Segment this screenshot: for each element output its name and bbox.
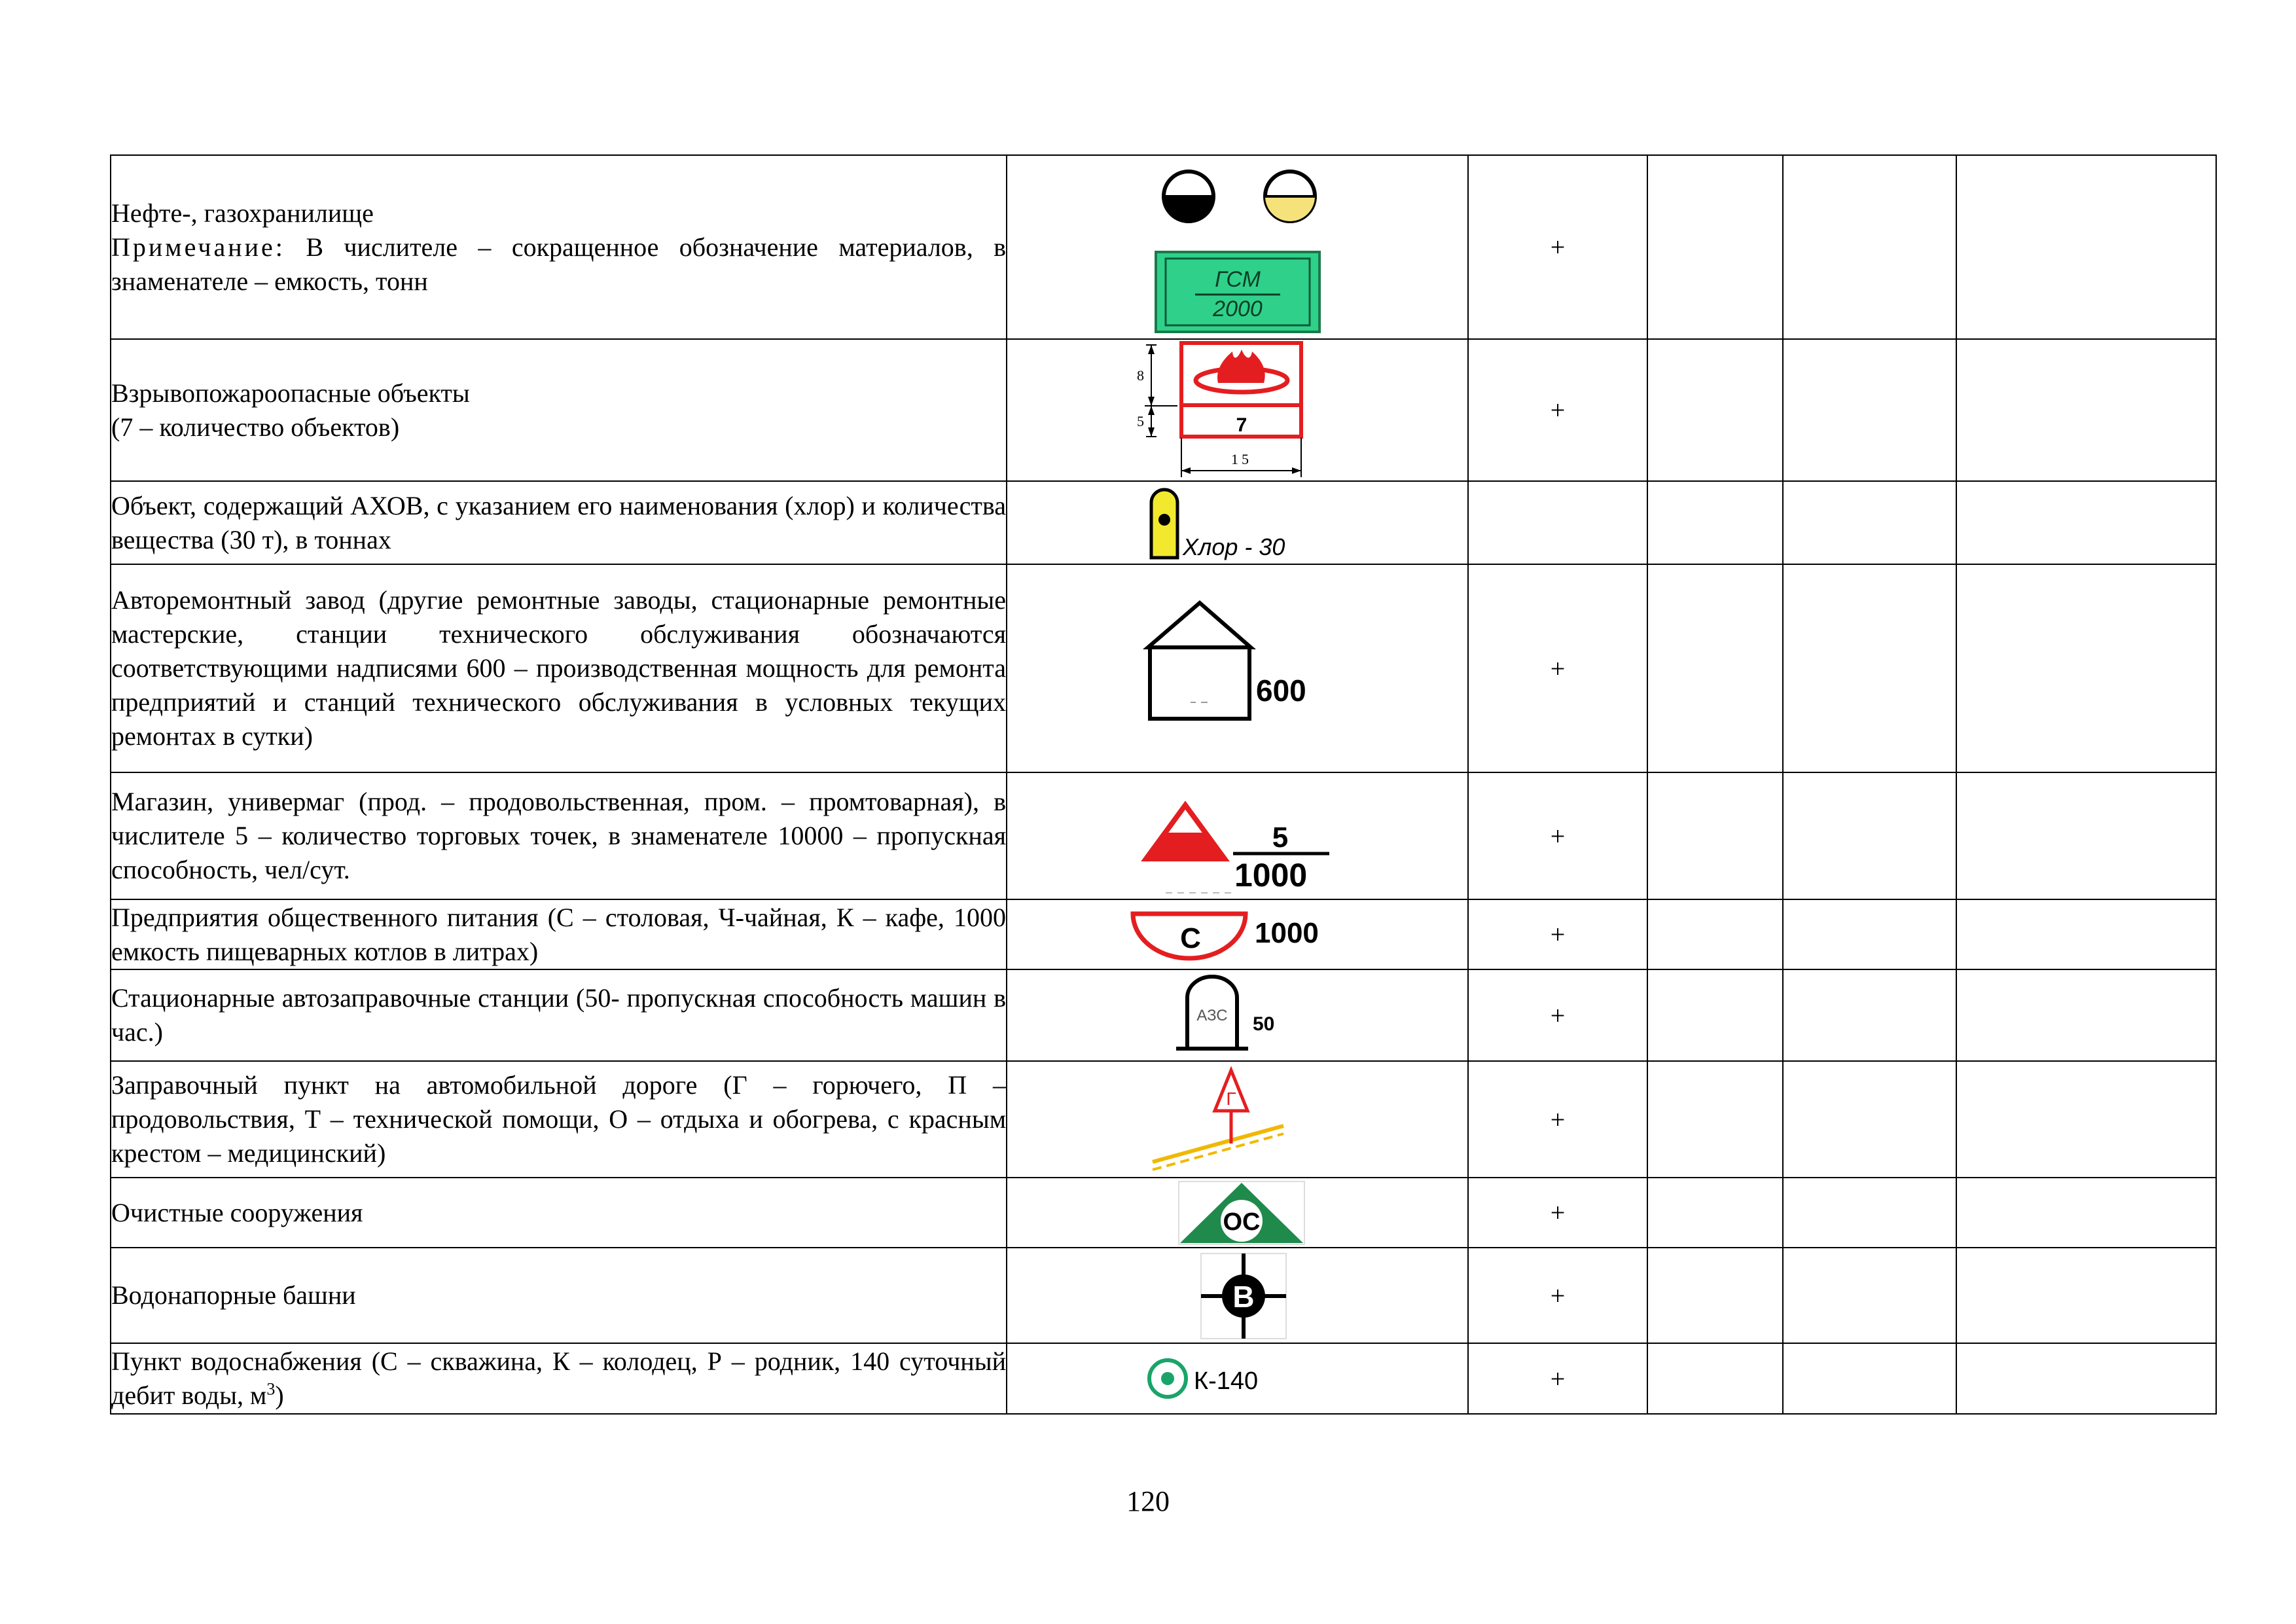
- table-row: [111, 1061, 2216, 1178]
- table-row: [111, 339, 2216, 481]
- mark-cell: +: [1468, 1343, 1647, 1414]
- description-cell: Очистные сооружения: [111, 1178, 1007, 1248]
- empty-cell: [1647, 564, 1783, 772]
- empty-cell: [1783, 1343, 1956, 1414]
- fire-hazard-icon: [1126, 340, 1349, 480]
- water-tower-icon: [1126, 1250, 1349, 1341]
- empty-cell: [1783, 969, 1956, 1061]
- description-cell: Стационарные автозаправочные станции (50- пропускная способность машин в час.): [111, 969, 1007, 1061]
- catering-label: 1000: [1254, 916, 1319, 949]
- mark-cell: +: [1468, 1061, 1647, 1178]
- symbol-cell: [1007, 899, 1468, 969]
- empty-cell: [1956, 1248, 2216, 1343]
- dim-height-bottom: 5: [1136, 413, 1144, 429]
- symbol-cell: [1007, 481, 1468, 564]
- empty-cell: [1956, 772, 2216, 899]
- note-text: В числителе – сокращенное обозначение материалов, в знаменателе – емкость, тонн: [111, 232, 1006, 296]
- symbol-cell: [1007, 1343, 1468, 1414]
- storage-denominator: 2000: [1212, 296, 1263, 321]
- symbol-cell: [1007, 1178, 1468, 1248]
- empty-cell: [1647, 969, 1783, 1061]
- superscript: 3: [266, 1379, 276, 1399]
- empty-cell: [1647, 339, 1783, 481]
- symbol-cell: [1007, 1061, 1468, 1178]
- capacity-label: 600: [1255, 674, 1306, 708]
- empty-cell: [1956, 155, 2216, 339]
- empty-cell: [1647, 1248, 1783, 1343]
- empty-cell: [1647, 1178, 1783, 1248]
- treatment-label: ОС: [1223, 1208, 1260, 1236]
- road-fuel-point-icon: [1126, 1064, 1349, 1175]
- description-cell: [111, 155, 1007, 339]
- table-row: [111, 899, 2216, 969]
- mark-cell: +: [1468, 1178, 1647, 1248]
- table-row: [111, 969, 2216, 1061]
- dim-width: 15: [1230, 451, 1252, 467]
- mark-cell: +: [1468, 1248, 1647, 1343]
- table-row: [111, 1178, 2216, 1248]
- empty-cell: [1956, 1343, 2216, 1414]
- description-text-end: ): [275, 1380, 284, 1410]
- description-cell: Предприятия общественного питания (С – столовая, Ч-чайная, К – кафе, 1000 емкость пищеварных котлов в литрах): [111, 899, 1007, 969]
- description-cell: Магазин, универмаг (прод. – продовольственная, пром. – промтоварная), в числителе 5 – количество торговых точек, в знаменателе 10000 – пропускная способность, чел/сут.: [111, 772, 1007, 899]
- water-tower-letter: В: [1232, 1280, 1255, 1314]
- description-text: Пункт водоснабжения (С – скважина, К – колодец, Р – родник, 140 суточный дебит воды, м: [111, 1346, 1006, 1410]
- repair-plant-icon: [1126, 596, 1349, 740]
- empty-cell: [1783, 1061, 1956, 1178]
- page-number: 120: [1126, 1485, 1170, 1517]
- symbol-cell: [1007, 969, 1468, 1061]
- description-cell: Авторемонтный завод (другие ремонтные заводы, стационарные ремонтные мастерские, станции технического обслуживания обозначаются соответствующими надписями 600 – производственная мощность для ремонта предприятий и станций технического обслуживания в условных текущих ремонтах в сутки): [111, 564, 1007, 772]
- empty-cell: [1956, 564, 2216, 772]
- description-cell: [111, 1343, 1007, 1414]
- water-supply-icon: [1126, 1346, 1349, 1411]
- description-cell: Водонапорные башни: [111, 1248, 1007, 1343]
- empty-cell: [1956, 899, 2216, 969]
- empty-cell: [1956, 481, 2216, 564]
- store-denominator: 1000: [1234, 857, 1307, 893]
- empty-cell: [1647, 772, 1783, 899]
- empty-cell: [1783, 899, 1956, 969]
- empty-cell: [1956, 969, 2216, 1061]
- catering-letter: С: [1179, 922, 1201, 954]
- description-cell: [111, 339, 1007, 481]
- treatment-facility-icon: [1126, 1180, 1349, 1246]
- description-line: Взрывопожароопасные объекты: [111, 378, 470, 408]
- chemical-object-icon: [1126, 482, 1349, 564]
- description-cell: Объект, содержащий АХОВ, с указанием его наименования (хлор) и количества вещества (30 т), в тоннах: [111, 481, 1007, 564]
- table-row: [111, 772, 2216, 899]
- table-row: [111, 481, 2216, 564]
- mark-cell: +: [1468, 772, 1647, 899]
- object-count: 7: [1236, 414, 1247, 436]
- table-row: [111, 564, 2216, 772]
- empty-cell: [1647, 481, 1783, 564]
- symbol-cell: [1007, 772, 1468, 899]
- empty-cell: [1647, 155, 1783, 339]
- fuel-station-label: 50: [1252, 1013, 1274, 1035]
- note-label: Примечание:: [111, 232, 285, 262]
- storage-numerator: ГСМ: [1214, 266, 1261, 292]
- symbol-cell: [1007, 564, 1468, 772]
- table-row: [111, 1248, 2216, 1343]
- symbol-cell: [1007, 155, 1468, 339]
- road-point-letter: Г: [1225, 1089, 1236, 1109]
- symbol-cell: [1007, 339, 1468, 481]
- empty-cell: [1956, 1178, 2216, 1248]
- empty-cell: [1783, 155, 1956, 339]
- empty-cell: [1783, 339, 1956, 481]
- description-line: (7 – количество объектов): [111, 412, 400, 442]
- mark-cell: +: [1468, 969, 1647, 1061]
- description-line: Нефте-, газохранилище: [111, 198, 374, 228]
- fuel-station-inner: АЗС: [1196, 1006, 1228, 1024]
- mark-cell: +: [1468, 899, 1647, 969]
- empty-cell: [1783, 564, 1956, 772]
- mark-cell: +: [1468, 564, 1647, 772]
- chemical-label: Хлор - 30: [1182, 533, 1285, 560]
- empty-cell: [1647, 899, 1783, 969]
- table-row: [111, 155, 2216, 339]
- description-cell: Заправочный пункт на автомобильной дороге (Г – горючего, П – продовольствия, Т – технической помощи, О – отдыха и обогрева, с красным крестом – медицинский): [111, 1061, 1007, 1178]
- store-numerator: 5: [1272, 821, 1288, 854]
- empty-cell: [1783, 1248, 1956, 1343]
- mark-cell: +: [1468, 155, 1647, 339]
- empty-cell: [1647, 1343, 1783, 1414]
- empty-cell: [1647, 1061, 1783, 1178]
- oil-gas-storage-icon: [1126, 159, 1349, 336]
- water-supply-label: К-140: [1193, 1367, 1258, 1395]
- mark-cell: [1468, 481, 1647, 564]
- catering-icon: [1126, 902, 1349, 967]
- description-note: [111, 230, 1006, 298]
- empty-cell: [1956, 1061, 2216, 1178]
- empty-cell: [1783, 772, 1956, 899]
- fuel-station-icon: [1126, 971, 1349, 1060]
- empty-cell: [1956, 339, 2216, 481]
- empty-cell: [1783, 1178, 1956, 1248]
- store-icon: [1126, 774, 1349, 898]
- empty-cell: [1783, 481, 1956, 564]
- symbol-cell: [1007, 1248, 1468, 1343]
- mark-cell: +: [1468, 339, 1647, 481]
- dim-height-top: 8: [1136, 367, 1144, 384]
- symbols-table: [110, 154, 2217, 1415]
- table-row: [111, 1343, 2216, 1414]
